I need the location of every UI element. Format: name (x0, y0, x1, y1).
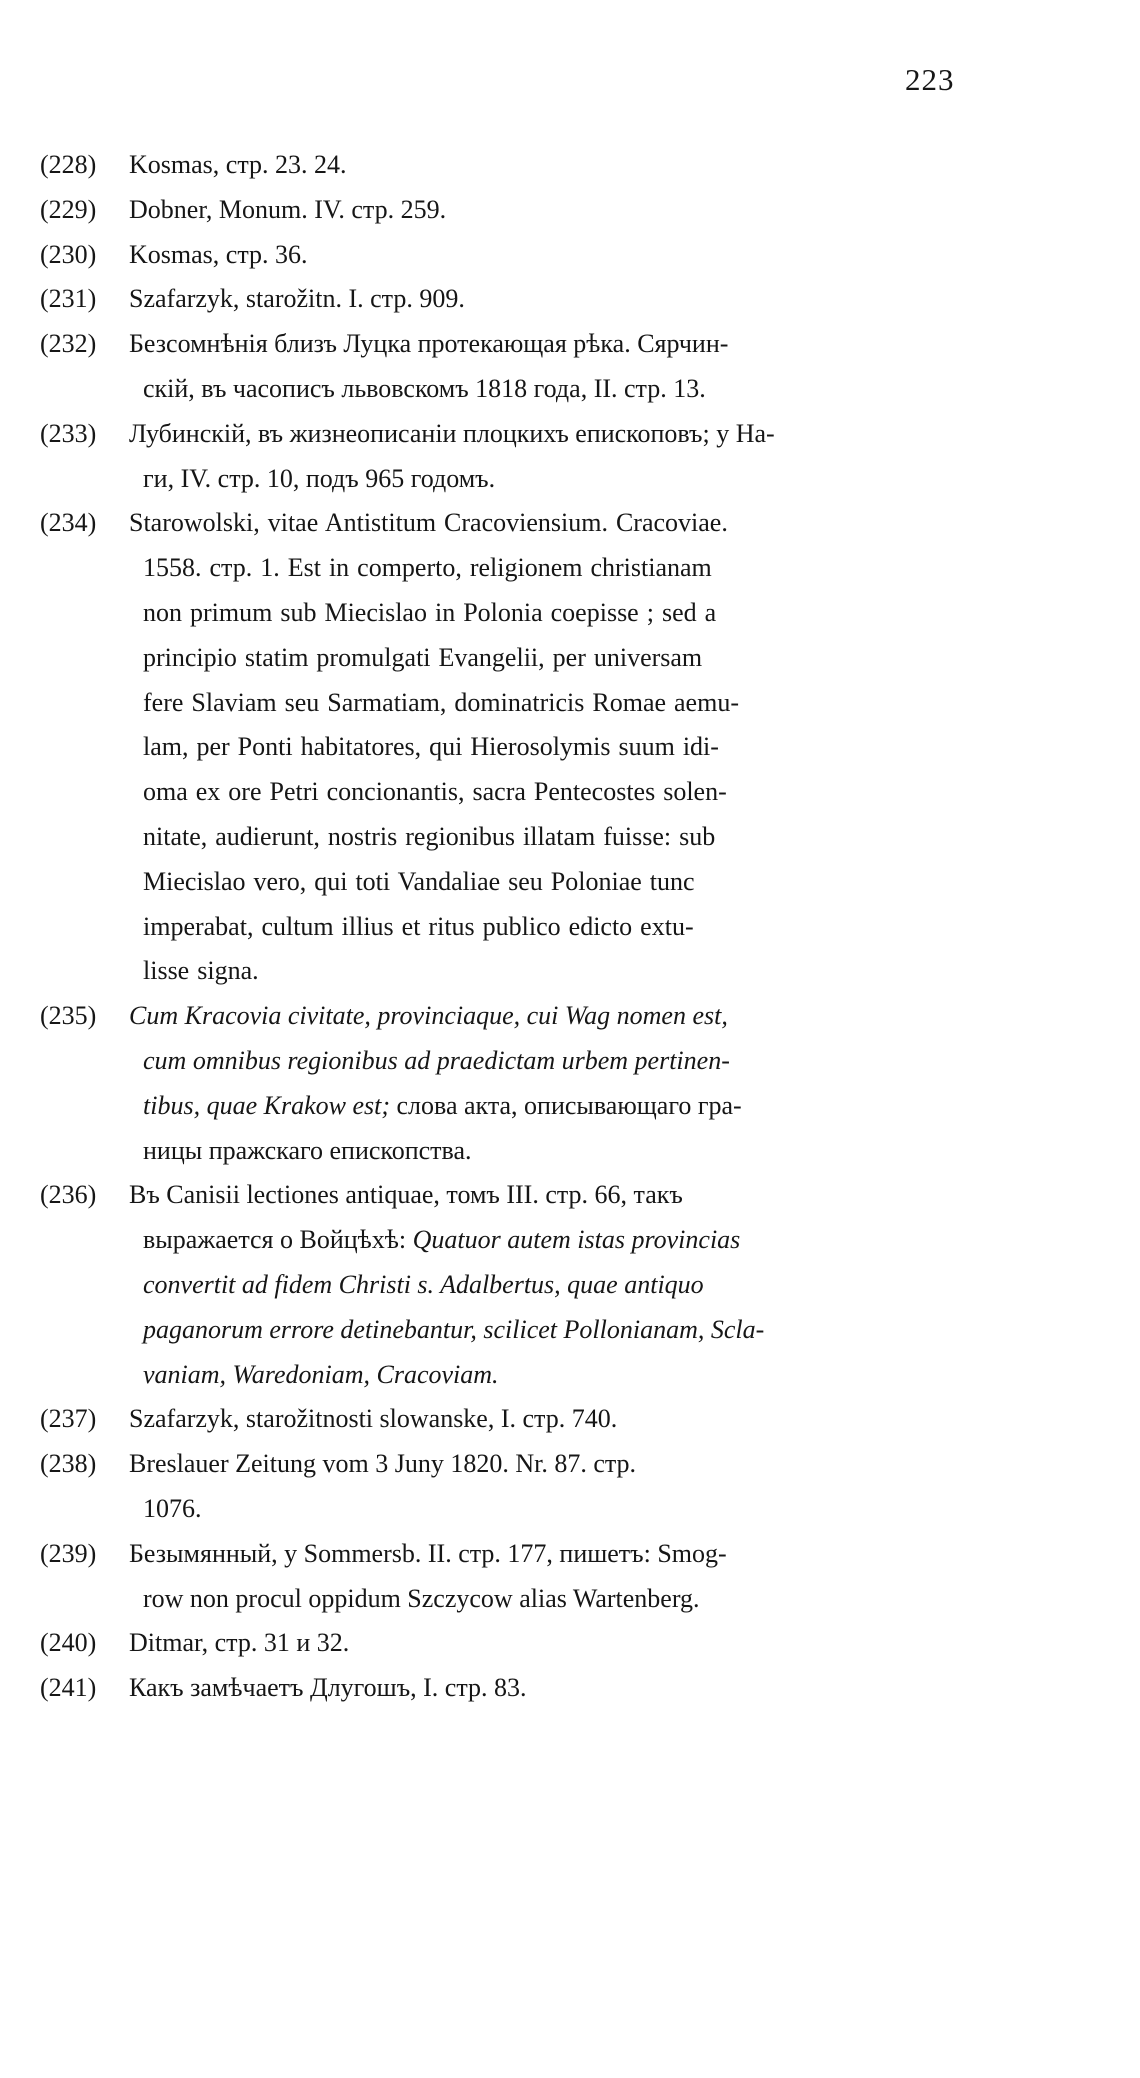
note-text: Въ Canisii lectiones antiquae, томъ III. стр. 66, такъ (129, 1180, 683, 1210)
note-number: (231) (40, 284, 97, 314)
note-232-continuation: скій, въ часописъ львовскомъ 1818 года, II. стр. 13. (143, 373, 706, 403)
note-text: Лубинскій, въ жизнеописаніи плоцкихъ епископовъ; у На- (129, 418, 775, 448)
note-234-line: lam, per Ponti habitatores, qui Hierosolymis suum idi- (143, 732, 719, 762)
note-234-line: lisse signa. (143, 956, 259, 986)
note-number: (241) (40, 1673, 97, 1703)
note-234-line: Miecislao vero, qui toti Vandaliae seu Poloniae tunc (143, 866, 695, 896)
note-234-line: oma ex ore Petri concionantis, sacra Pentecostes solen- (143, 777, 727, 807)
note-text: Breslauer Zeitung vom 3 Juny 1820. Nr. 87. стр. (129, 1449, 637, 1479)
note-number: (236) (40, 1180, 97, 1210)
note-230 (40, 233, 1015, 278)
note-236-line: vaniam, Waredoniam, Cracoviam. (143, 1359, 499, 1389)
note-233-continuation: ги, IV. стр. 10, подъ 965 годомъ. (143, 463, 496, 493)
note-text: Cum Kracovia civitate, provinciaque, cui Wag nomen est, (129, 1001, 728, 1031)
note-number: (238) (40, 1449, 97, 1479)
note-231 (40, 277, 1015, 322)
note-236-line: paganorum errore detinebantur, scilicet Pollonianam, Scla- (143, 1314, 765, 1344)
note-235-line: ницы пражскаго епископства. (143, 1135, 472, 1165)
note-239 (40, 1532, 1015, 1577)
note-235 (40, 994, 1015, 1039)
note-237 (40, 1397, 1015, 1442)
note-number: (233) (40, 418, 97, 448)
note-number: (230) (40, 239, 97, 269)
note-240 (40, 1621, 1015, 1666)
note-text: Dobner, Monum. IV. стр. 259. (129, 194, 447, 224)
note-text: Kosmas, стр. 36. (129, 239, 308, 269)
note-235-line (40, 1084, 1015, 1129)
note-229 (40, 188, 1015, 233)
note-232 (40, 322, 1015, 367)
page-number: 223 (905, 62, 955, 97)
note-number: (237) (40, 1404, 97, 1434)
note-234-line: non primum sub Miecislao in Polonia coepisse ; sed a (143, 597, 717, 627)
latin-quote: tibus, quae Krakow est; (143, 1090, 390, 1120)
note-235-line: cum omnibus regionibus ad praedictam urbem pertinen- (143, 1045, 730, 1075)
note-number: (234) (40, 508, 97, 538)
note-text: Ditmar, стр. 31 и 32. (129, 1628, 350, 1658)
note-number: (239) (40, 1538, 97, 1568)
note-234-line: imperabat, cultum illius et ritus publico edicto extu- (143, 911, 694, 941)
note-text: Безымянный, у Sommersb. II. стр. 177, пишетъ: Smog- (129, 1538, 727, 1568)
note-238-continuation: 1076. (143, 1493, 202, 1523)
note-234 (40, 501, 1015, 546)
note-number: (240) (40, 1628, 97, 1658)
note-233 (40, 412, 1015, 457)
note-text: Szafarzyk, starožitn. I. стр. 909. (129, 284, 465, 314)
note-236-line: convertit ad fidem Christi s. Adalbertus, quae antiquo (143, 1269, 704, 1299)
note-text: Starowolski, vitae Antistitum Cracoviensium. Cracoviae. (129, 508, 728, 538)
note-number: (235) (40, 1001, 97, 1031)
note-234-line: nitate, audierunt, nostris regionibus illatam fuisse: sub (143, 821, 716, 851)
note-text: Kosmas, стр. 23. 24. (129, 150, 347, 179)
note-239-continuation: row non procul oppidum Szczycow alias Wartenberg. (143, 1583, 700, 1613)
note-228 (40, 143, 1015, 188)
note-234-line: 1558. стр. 1. Est in comperto, religionem christianam (143, 553, 712, 583)
note-number: (229) (40, 194, 97, 224)
note-number: (232) (40, 329, 97, 359)
note-text: Szafarzyk, starožitnosti slowanske, I. стр. 740. (129, 1404, 618, 1434)
note-number: (228) (40, 150, 97, 179)
note-236 (40, 1173, 1015, 1218)
note-236-line (40, 1218, 1015, 1263)
note-234-line: principio statim promulgati Evangelii, per universam (143, 642, 703, 672)
note-241 (40, 1666, 1015, 1711)
russian-text: выражается о Войцѣхѣ: (143, 1225, 407, 1255)
footnotes (40, 143, 1015, 1711)
note-text: Какъ замѣчаетъ Длугошъ, I. стр. 83. (129, 1673, 527, 1703)
russian-text: слова акта, описывающаго гра- (390, 1090, 742, 1120)
note-238 (40, 1442, 1015, 1487)
note-text: Безсомнѣнія близъ Луцка протекающая рѣка. Сярчин- (129, 329, 729, 359)
latin-quote: Quatuor autem istas provincias (406, 1225, 741, 1255)
note-234-line: fere Slaviam seu Sarmatiam, dominatricis Romae aemu- (143, 687, 739, 717)
